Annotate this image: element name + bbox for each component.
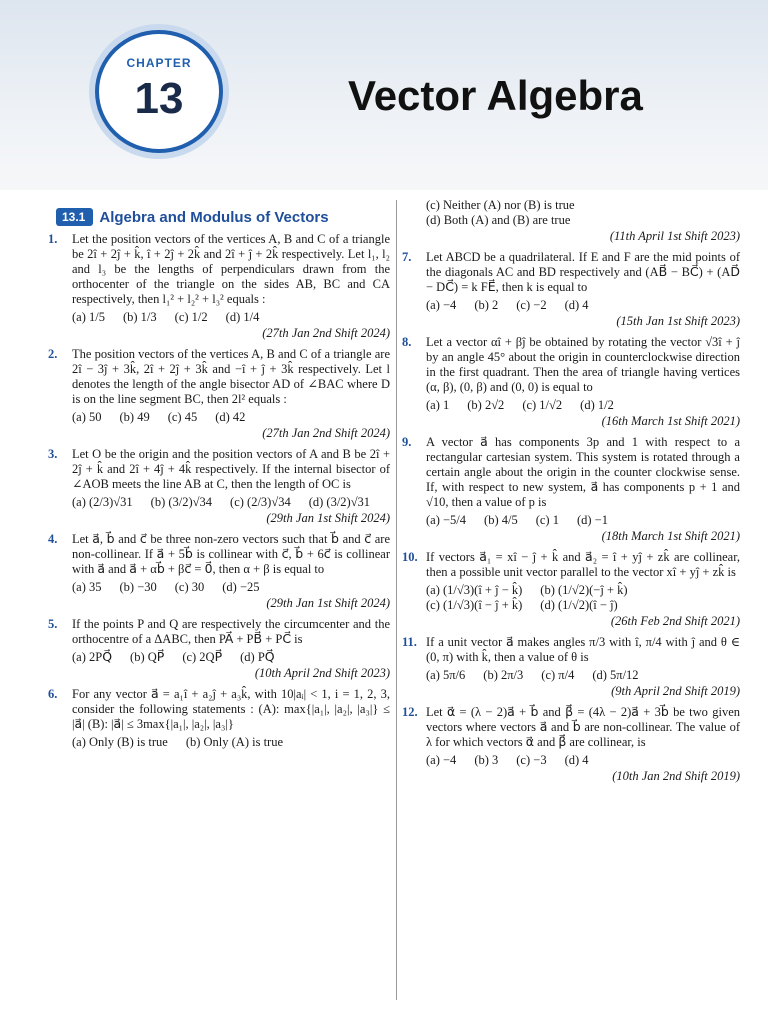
- option: (b) 4/5: [484, 513, 518, 527]
- exam-source: (9th April 2nd Shift 2019): [611, 684, 740, 698]
- option: (c) 1: [535, 513, 559, 527]
- question: [402, 335, 740, 429]
- chapter-badge: [95, 30, 223, 153]
- question-number: 1.: [48, 232, 58, 246]
- option: (c) 1/2: [174, 310, 208, 324]
- option: (d) 4: [564, 753, 589, 767]
- question: [48, 687, 390, 750]
- options: [426, 753, 740, 768]
- option: (b) 49: [119, 410, 150, 424]
- question-text: Let O be the origin and the position vectors of A and B be 2î + 2ĵ + k̂ and 2î + 4ĵ + 4k̂ respectively. If the internal bisector of ∠AOB meets the line AB at C, then the length of OC is: [72, 447, 390, 491]
- chapter-label: CHAPTER: [126, 56, 192, 70]
- question: [48, 447, 390, 526]
- options: [426, 583, 740, 613]
- option: (d) 1/2: [580, 398, 614, 412]
- exam-source: (10th Jan 2nd Shift 2019): [612, 769, 740, 783]
- exam-source: (11th April 1st Shift 2023): [609, 229, 740, 243]
- section-number: 13.1: [56, 208, 93, 226]
- question: [48, 617, 390, 681]
- option: (d) 5π/12: [592, 668, 639, 682]
- left-questions: [48, 232, 390, 750]
- question-number: 4.: [48, 532, 58, 546]
- option: (a) (2/3)√31: [72, 495, 133, 509]
- question: [402, 435, 740, 544]
- question-body: [426, 335, 740, 429]
- option: (b) (1/√2)(−ĵ + k̂): [540, 583, 628, 597]
- exam-source: (29th Jan 1st Shift 2024): [266, 596, 390, 610]
- option: (d) PQ⃗: [240, 650, 275, 664]
- exam-source: (10th April 2nd Shift 2023): [254, 666, 390, 680]
- section-heading: [56, 208, 390, 226]
- question: [402, 705, 740, 784]
- question-body: [426, 635, 740, 699]
- option: (b) QP⃗: [130, 650, 165, 664]
- option: (d) 42: [215, 410, 246, 424]
- option: (a) Only (B) is true: [72, 735, 168, 749]
- question-body: [72, 347, 390, 441]
- question-text: A vector a⃗ has components 3p and 1 with respect to a rectangular cartesian system. This system is rotated through a certain angle about the origin in the counter clockwise sense. If, with respect to new system, a⃗ has components p + 1 and √10, then a value of p is: [426, 435, 740, 509]
- options: [426, 298, 740, 313]
- question-number: 7.: [402, 250, 412, 264]
- question-number: 5.: [48, 617, 58, 631]
- column-divider: [396, 200, 397, 1000]
- exam-source: (27th Jan 2nd Shift 2024): [262, 326, 390, 340]
- option: (c) 30: [174, 580, 205, 594]
- option: (b) 1/3: [122, 310, 157, 324]
- option: (b) −30: [119, 580, 157, 594]
- right-questions: [402, 250, 740, 784]
- options: [426, 513, 740, 528]
- option: (d) 4: [564, 298, 589, 312]
- question-number: 6.: [48, 687, 58, 701]
- chapter-header: [0, 0, 768, 190]
- option: (a) 35: [72, 580, 102, 594]
- options: [72, 410, 390, 425]
- continued-options: [402, 198, 740, 244]
- question: [402, 250, 740, 329]
- question: [48, 232, 390, 341]
- question-text: Let α⃗ = (λ − 2)a⃗ + b⃗ and β⃗ = (4λ − 2)a⃗ + 3b⃗ be two given vectors where vectors a⃗ and b⃗ are non-collinear. The value of λ for which vectors α⃗ and β⃗ are collinear, is: [426, 705, 740, 749]
- options: [72, 580, 390, 595]
- question-text: If the points P and Q are respectively the circumcenter and the orthocentre of a ΔABC, then PA⃗ + PB⃗ + PC⃗ is: [72, 617, 390, 646]
- question-body: [72, 617, 390, 681]
- option: (a) 50: [72, 410, 102, 424]
- question: [48, 347, 390, 441]
- option: (c) 2QP⃗: [182, 650, 223, 664]
- question-body: [72, 532, 390, 611]
- option: (d) −1: [576, 513, 608, 527]
- options: [426, 668, 740, 683]
- question: [402, 635, 740, 699]
- exam-source: (15th Jan 1st Shift 2023): [616, 314, 740, 328]
- question: [48, 532, 390, 611]
- option: (c) −3: [516, 753, 547, 767]
- question-text: Let a⃗, b⃗ and c⃗ be three non-zero vectors such that b⃗ and c⃗ are non-collinear. If a⃗ + 5b⃗ is collinear with c⃗, b⃗ + 6c⃗ is collinear with a⃗ and a⃗ + αb⃗ + βc⃗ = 0⃗, then α + β is equal to: [72, 532, 390, 576]
- option: (a) (1/√3)(î + ĵ − k̂): [426, 583, 523, 597]
- question-text: If vectors a⃗₁ = xî − ĵ + k̂ and a⃗₂ = î + yĵ + zk̂ are collinear, then a possible unit vector parallel to the vector xî + yĵ + zk̂ is: [426, 550, 740, 579]
- option: (c) 1/√2: [522, 398, 563, 412]
- question-body: [72, 232, 390, 341]
- exam-source: (18th March 1st Shift 2021): [601, 529, 740, 543]
- option: (b) 2π/3: [483, 668, 524, 682]
- chapter-title: Vector Algebra: [348, 72, 643, 119]
- question-text: Let ABCD be a quadrilateral. If E and F are the mid points of the diagonals AC and BD respectively and (AB⃗ − BC⃗) + (AD⃗ − DC⃗) = k FE⃗, then k is equal to: [426, 250, 740, 294]
- options: [72, 735, 390, 750]
- option: (c) 45: [167, 410, 198, 424]
- option: (d) 1/4: [225, 310, 260, 324]
- question-text: The position vectors of the vertices A, B and C of a triangle are 2î − 3ĵ + 3k̂, 2î + 2ĵ + 3k̂ and −î + ĵ + 3k̂ respectively. Let l denotes the length of the angle bisector AD of ∠BAC where D is on the line segment BC, then 2l² equals :: [72, 347, 390, 406]
- question-number: 11.: [402, 635, 417, 649]
- exam-source: (27th Jan 2nd Shift 2024): [262, 426, 390, 440]
- question-number: 10.: [402, 550, 418, 564]
- question-text: For any vector a⃗ = a₁î + a₂ĵ + a₃k̂, with 10|aᵢ| < 1, i = 1, 2, 3, consider the following statements : (A): max{|a₁|, |a₂|, |a₃|} ≤ |a⃗| (B): |a⃗| ≤ 3max{|a₁|, |a₂|, |a₃|}: [72, 687, 390, 731]
- options: [72, 650, 390, 665]
- question-body: [426, 550, 740, 629]
- question-number: 2.: [48, 347, 58, 361]
- question-body: [72, 687, 390, 750]
- options: [72, 495, 390, 510]
- question-body: [426, 705, 740, 784]
- option: (a) 1: [426, 398, 450, 412]
- option: (c) (2/3)√34: [230, 495, 291, 509]
- option: (d) (1/√2)(î − ĵ): [540, 598, 618, 612]
- option: (b) 3: [474, 753, 499, 767]
- option: (d) −25: [222, 580, 260, 594]
- options: [72, 310, 390, 325]
- option: (d) Both (A) and (B) are true: [426, 213, 571, 227]
- section-title: Algebra and Modulus of Vectors: [99, 208, 329, 226]
- option: (b) (3/2)√34: [150, 495, 213, 509]
- option: (a) 2PQ⃗: [72, 650, 113, 664]
- option: (a) 1/5: [72, 310, 105, 324]
- question-number: 8.: [402, 335, 412, 349]
- question-text: Let the position vectors of the vertices A, B and C of a triangle be 2î + 2ĵ + k̂, î + 2ĵ + 2k̂ and 2î + ĵ + 2k̂ respectively. Let l₁, l₂ and l₃ be the lengths of perpendiculars drawn from the orthocenter of the triangle on the sides AB, BC and CA respectively, then l₁² + l₂² + l₃² equals :: [72, 232, 390, 306]
- left-column: [48, 198, 390, 756]
- exam-source: (26th Feb 2nd Shift 2021): [610, 614, 740, 628]
- option: (b) Only (A) is true: [185, 735, 284, 749]
- right-column: [402, 198, 740, 790]
- option: (b) 2√2: [467, 398, 505, 412]
- question-body: [426, 435, 740, 544]
- option: (c) (1/√3)(î − ĵ + k̂): [426, 598, 523, 612]
- question-number: 9.: [402, 435, 412, 449]
- exam-source: (16th March 1st Shift 2021): [601, 414, 740, 428]
- question-body: [426, 250, 740, 329]
- option: (a) 5π/6: [426, 668, 466, 682]
- option: (c) Neither (A) nor (B) is true: [426, 198, 575, 212]
- option: (c) π/4: [541, 668, 575, 682]
- question: [402, 550, 740, 629]
- question-number: 12.: [402, 705, 418, 719]
- option: (c) −2: [516, 298, 547, 312]
- question-number: 3.: [48, 447, 58, 461]
- option: (a) −4: [426, 753, 457, 767]
- option: (b) 2: [474, 298, 499, 312]
- question-text: Let a vector αî + βĵ be obtained by rotating the vector √3î + ĵ by an angle 45° about the origin in counterclockwise direction in the first quadrant. Then the area of triangle having vertices (α, β), (0, β) and (0, 0) is equal to: [426, 335, 740, 394]
- question-text: If a unit vector a⃗ makes angles π/3 with î, π/4 with ĵ and θ ∈ (0, π) with k̂, then a value of θ is: [426, 635, 740, 664]
- question-body: [72, 447, 390, 526]
- option: (a) −4: [426, 298, 457, 312]
- exam-source: (29th Jan 1st Shift 2024): [266, 511, 390, 525]
- option: (a) −5/4: [426, 513, 467, 527]
- options: [426, 398, 740, 413]
- chapter-number: 13: [134, 74, 184, 123]
- option: (d) (3/2)√31: [308, 495, 371, 509]
